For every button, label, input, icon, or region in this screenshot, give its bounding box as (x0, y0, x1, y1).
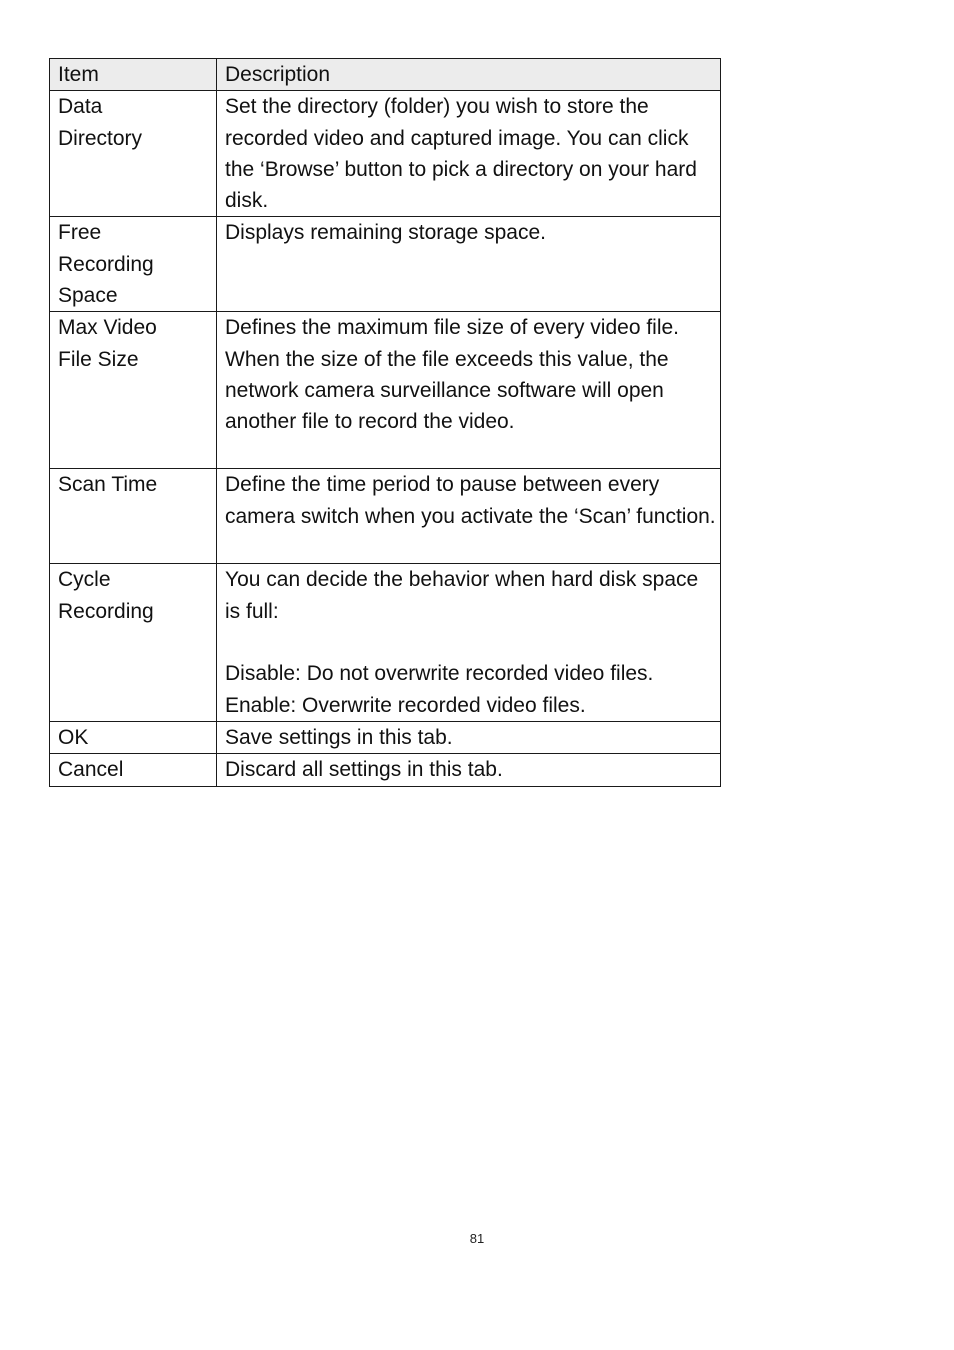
item-cell: Data Directory (50, 91, 217, 217)
description-cell: Displays remaining storage space. (217, 217, 721, 312)
table-row (50, 721, 721, 753)
settings-table (49, 58, 721, 787)
table-row (50, 754, 721, 786)
description-cell: You can decide the behavior when hard disk space is full: Disable: Do not overwrite recorded video files. Enable: Overwrite recorded video files. (217, 564, 721, 721)
description-cell: Set the directory (folder) you wish to store the recorded video and captured image. You can click the ‘Browse’ button to pick a directory on your hard disk. (217, 91, 721, 217)
description-cell: Discard all settings in this tab. (217, 754, 721, 786)
description-cell: Save settings in this tab. (217, 721, 721, 753)
item-cell: Cancel (50, 754, 217, 786)
table-row (50, 91, 721, 217)
item-cell: Cycle Recording (50, 564, 217, 721)
item-cell: Max Video File Size (50, 312, 217, 469)
item-cell: Free Recording Space (50, 217, 217, 312)
item-cell: OK (50, 721, 217, 753)
table-row (50, 469, 721, 564)
column-header-item: Item (50, 59, 217, 91)
table-row (50, 564, 721, 721)
page-number: 81 (469, 1231, 485, 1246)
column-header-description: Description (217, 59, 721, 91)
table-row (50, 312, 721, 469)
description-cell: Define the time period to pause between every camera switch when you activate the ‘Scan’ function. (217, 469, 721, 564)
table-header-row (50, 59, 721, 91)
item-cell: Scan Time (50, 469, 217, 564)
table-row (50, 217, 721, 312)
description-cell: Defines the maximum file size of every video file. When the size of the file exceeds this value, the network camera surveillance software will open another file to record the video. (217, 312, 721, 469)
